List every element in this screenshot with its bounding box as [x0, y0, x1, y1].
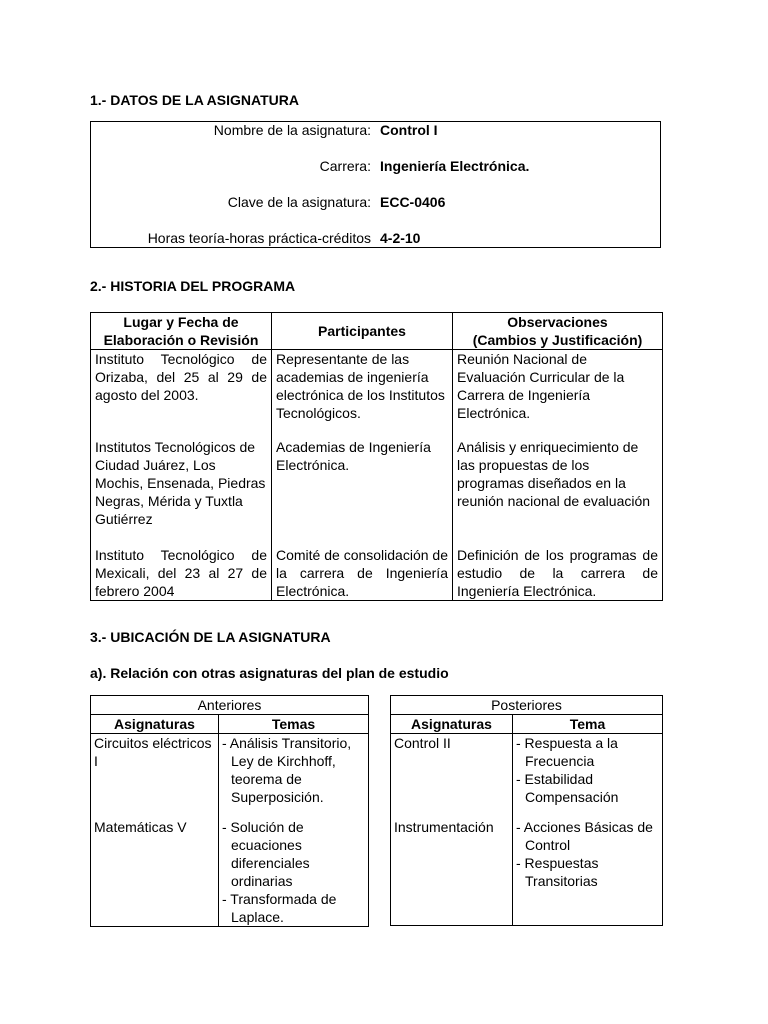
- posteriores-row1-tema2: - Estabilidad Compensación: [516, 771, 619, 805]
- clave-label: Clave de la asignatura:: [227, 194, 371, 210]
- header-observaciones-line2: (Cambios y Justificación): [472, 332, 643, 348]
- posteriores-row1-asignatura: Control II: [391, 734, 513, 818]
- header-participantes: [272, 313, 453, 350]
- posteriores-row2-temas: [513, 818, 663, 926]
- section3-subheading: a). Relación con otras asignaturas del plan de estudio: [90, 665, 449, 681]
- anteriores-col-asignaturas: Asignaturas: [91, 715, 219, 734]
- posteriores-table: [390, 695, 663, 926]
- header-observaciones-line1: Observaciones: [507, 314, 608, 330]
- posteriores-col-asignaturas: Asignaturas: [391, 715, 513, 734]
- table-row: [91, 734, 369, 818]
- anteriores-col-temas: Temas: [219, 715, 369, 734]
- nombre-value: Control I: [380, 122, 438, 138]
- carrera-label: Carrera:: [319, 158, 371, 174]
- row3-participantes: Comité de consolidación de la carrera de Ingeniería Electrónica.: [272, 546, 453, 601]
- anteriores-title: Anteriores: [91, 696, 369, 715]
- row3-observaciones: Definición de los programas de estudio de la carrera de Ingeniería Electrónica.: [453, 546, 663, 601]
- anteriores-row2-asignatura: Matemáticas V: [91, 818, 219, 927]
- datos-asignatura-box: [90, 121, 661, 248]
- row2-observaciones: Análisis y enriquecimiento de las propuestas de los programas diseñados en la reunión nacional de evaluación: [453, 438, 663, 546]
- header-observaciones: [453, 313, 663, 350]
- table-row: [391, 818, 663, 926]
- section2-heading: 2.- HISTORIA DEL PROGRAMA: [90, 278, 296, 294]
- row1-observaciones: Reunión Nacional de Evaluación Curricular de la Carrera de Ingeniería Electrónica.: [453, 350, 663, 438]
- section3-heading: 3.- UBICACIÓN DE LA ASIGNATURA: [90, 629, 331, 645]
- clave-value: ECC-0406: [380, 194, 446, 210]
- anteriores-table: [90, 695, 369, 927]
- row2-participantes: Academias de Ingeniería Electrónica.: [272, 438, 453, 546]
- table-row: [391, 734, 663, 818]
- row3-lugar: Instituto Tecnológico de Mexicali, del 23 al 27 de febrero 2004: [91, 546, 272, 601]
- header-participantes-line1: Participantes: [318, 323, 406, 339]
- posteriores-row2-tema1: - Acciones Básicas de Control: [516, 818, 653, 853]
- anteriores-row1-tema1: - Análisis Transitorio, Ley de Kirchhoff, teorema de Superposición.: [222, 735, 352, 805]
- horas-value: 4-2-10: [380, 230, 421, 246]
- historia-table: [90, 312, 663, 601]
- posteriores-row2-asignatura: Instrumentación: [391, 818, 513, 926]
- anteriores-row2-tema2: - Transformada de Laplace.: [222, 890, 337, 925]
- row1-lugar: Instituto Tecnológico de Orizaba, del 25 al 29 de agosto del 2003.: [91, 350, 272, 438]
- posteriores-row1-tema1: - Respuesta a la Frecuencia: [516, 735, 618, 769]
- posteriores-title: Posteriores: [391, 696, 663, 715]
- table-row: [91, 438, 663, 546]
- row1-participantes: Representante de las academias de ingeniería electrónica de los Institutos Tecnológicos.: [272, 350, 453, 438]
- table-row: [91, 818, 369, 927]
- section1-heading: 1.- DATOS DE LA ASIGNATURA: [90, 92, 299, 108]
- anteriores-row1-temas: [219, 734, 369, 818]
- table-row: [91, 546, 663, 601]
- posteriores-row2-tema2: - Respuestas Transitorias: [516, 854, 599, 889]
- carrera-value: Ingeniería Electrónica.: [380, 158, 530, 174]
- nombre-label: Nombre de la asignatura:: [213, 122, 371, 138]
- header-lugar-line2: Elaboración o Revisión: [103, 332, 259, 348]
- header-lugar-line1: Lugar y Fecha de: [123, 314, 239, 330]
- header-lugar: [91, 313, 272, 350]
- row2-lugar: Institutos Tecnológicos de Ciudad Juárez, Los Mochis, Ensenada, Piedras Negras, Mérida y Tuxtla Gutiérrez: [91, 438, 272, 546]
- posteriores-row1-temas: [513, 734, 663, 818]
- anteriores-row2-temas: [219, 818, 369, 927]
- horas-label: Horas teoría-horas práctica-créditos: [147, 230, 371, 246]
- table-row: [91, 350, 663, 438]
- posteriores-col-tema: Tema: [513, 715, 663, 734]
- anteriores-row2-tema1: - Solución de ecuaciones diferenciales ordinarias: [222, 818, 310, 889]
- anteriores-row1-asignatura: Circuitos eléctricos I: [91, 734, 219, 818]
